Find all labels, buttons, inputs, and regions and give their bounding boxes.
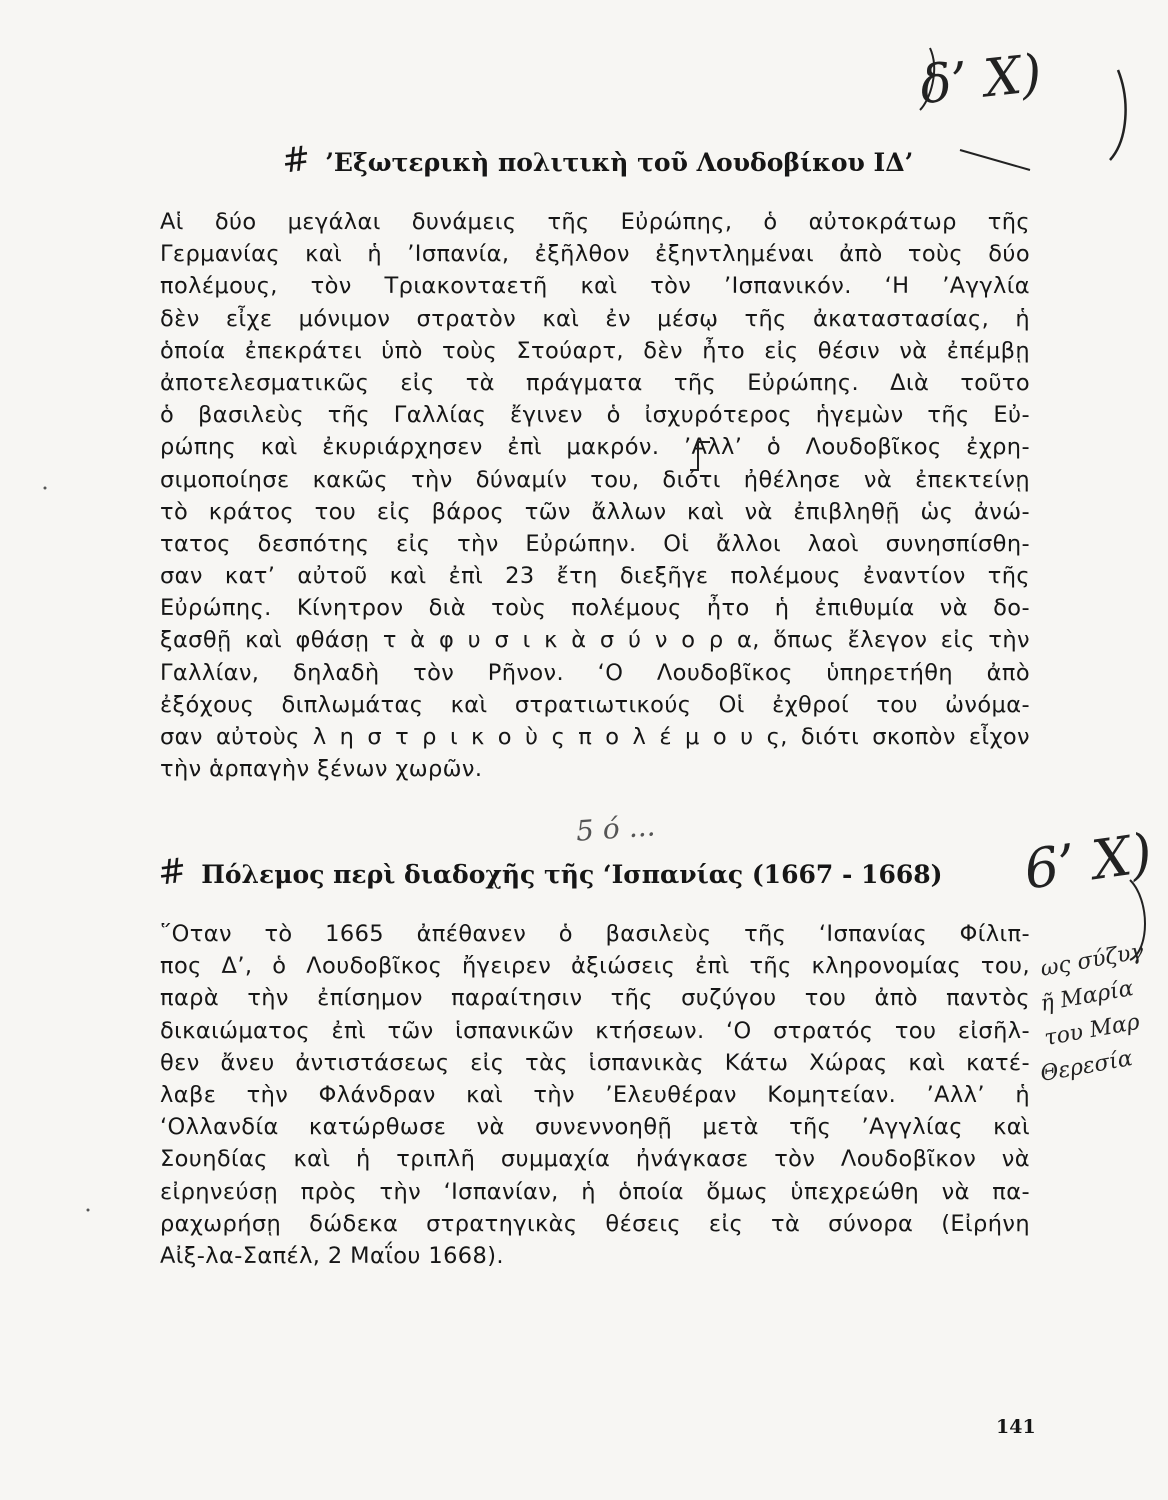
text-line: τὸ κράτος του εἰς βάρος τῶν ἄλλων καὶ νὰ ἐπιβληθῇ ὡς ἀνώ- (160, 498, 1030, 525)
text-line: Αἱ δύο μεγάλαι δυνάμεις τῆς Εὐρώπης, ὁ αὐτοκράτωρ τῆς (160, 209, 1030, 235)
text-line: ὁποία ἐπεκράτει ὑπὸ τοὺς Στούαρτ, δὲν ἦτο εἰς θέσιν νὰ ἐπέμβῃ (160, 337, 1030, 364)
speck (44, 487, 47, 490)
pen-stroke (960, 150, 1030, 170)
hash-mark: # (279, 138, 314, 182)
handwritten-note-line: του Μαρ (1042, 1009, 1142, 1052)
text-line: δὲν εἶχε μόνιμον στρατὸν καὶ ἐν μέσῳ τῆς ἀκαταστασίας, ἡ (160, 305, 1030, 332)
handwritten-note-line: Θερεσία (1038, 1046, 1135, 1087)
bracket-mark (690, 442, 698, 470)
pen-stroke (1110, 70, 1126, 160)
text-line: ρώπης καὶ ἐκυριάρχησεν ἐπὶ μακρόν. ’Αλλ’ ὁ Λουδοβῖκος ἐχρη- (160, 434, 1030, 461)
text-line: πολέμους, τὸν Τριακονταετῆ καὶ τὸν ’Ισπανικόν. ‘Η ’Αγγλία (160, 273, 1030, 300)
handwritten-note-mid: 5 ό ... (574, 809, 657, 848)
pen-stroke (920, 48, 934, 110)
text-line: Γαλλίαν, δηλαδὴ τὸν Ρῆνον. ‘Ο Λουδοβῖκος ὑπηρετήθη ἀπὸ (160, 659, 1030, 686)
text-line: σαν κατ’ αὐτοῦ καὶ ἐπὶ 23 ἔτη διεξῆγε πολέμους ἐναντίον τῆς (160, 563, 1030, 590)
text-line: τατος δεσπότης εἰς τὴν Εὐρώπην. Οἱ ἄλλοι λαοὶ συνησπίσθη- (160, 530, 1030, 557)
text-line: ὁ βασιλεὺς τῆς Γαλλίας ἔγινεν ὁ ἰσχυρότερος ἡγεμὼν τῆς Εὐ- (160, 402, 1030, 429)
handwritten-note-line: ως σύζυγ (1038, 939, 1146, 982)
hash-mark: # (155, 850, 190, 894)
text-line: Γερμανίας καὶ ἡ ’Ισπανία, ἐξῆλθον ἐξηντλημέναι ἀπὸ τοὺς δύο (160, 241, 1030, 268)
text-line: ξασθῇ καὶ φθάσῃ τ ὰ φ υ σ ι κ ὰ σ ύ ν ο ρ α, ὅπως ἔλεγον εἰς τὴν (160, 627, 1030, 654)
text-line: τὴν ἁρπαγὴν ξένων χωρῶν. (160, 756, 483, 783)
heading-text: Πόλεμος περὶ διαδοχῆς τῆς ‘Ισπανίας (1667 - 1668) (201, 860, 943, 889)
speck (87, 1209, 90, 1212)
text-line: ἐξόχους διπλωμάτας καὶ στρατιωτικούς Οἱ ἐχθροί του ὠνόμα- (160, 691, 1030, 718)
handwritten-note-right: 6’ Χ) (1020, 821, 1156, 902)
text-line: δικαιώματος ἐπὶ τῶν ἱσπανικῶν κτήσεων. ‘Ο στρατός του εἰσῆλ- (160, 1017, 1030, 1044)
text-line: ‘Ολλανδία κατώρθωσε νὰ συνεννοηθῇ μετὰ τῆς ’Αγγλίας καὶ (160, 1114, 1030, 1141)
text-line: ῞Οταν τὸ 1665 ἀπέθανεν ὁ βασιλεὺς τῆς ‘Ισπανίας Φίλιπ- (160, 921, 1030, 947)
heading-text: ’Εξωτερικὴ πολιτικὴ τοῦ Λουδοβίκου ΙΔ’ (325, 148, 914, 177)
text-line: εἰρηνεύσῃ πρὸς τὴν ‘Ισπανίαν, ἡ ὁποία ὅμως ὑπεχρεώθη νὰ πα- (160, 1178, 1030, 1205)
handwritten-note-line: ῆ Μαρία (1038, 976, 1136, 1017)
text-line: Εὐρώπης. Κίνητρον διὰ τοὺς πολέμους ἦτο ἡ ἐπιθυμία νὰ δο- (160, 595, 1030, 622)
text-line: Σουηδίας καὶ ἡ τριπλῆ συμμαχία ἠνάγκασε τὸν Λουδοβῖκον νὰ (160, 1146, 1030, 1173)
pen-stroke (1130, 880, 1145, 960)
text-line: παρὰ τὴν ἐπίσημον παραίτησιν τῆς συζύγου του ἀπὸ παντὸς (160, 985, 1030, 1012)
page-number: 141 (996, 1416, 1036, 1438)
text-line: ραχωρήσῃ δώδεκα στρατηγικὰς θέσεις εἰς τὰ σύνορα (Εἰρήνη (160, 1210, 1030, 1237)
text-line: ἀποτελεσματικῶς εἰς τὰ πράγματα τῆς Εὐρώπης. Διὰ τοῦτο (160, 369, 1030, 396)
text-line: σιμοποίησε κακῶς τὴν δύναμίν του, διότι ἠθέλησε νὰ ἐπεκτείνῃ (160, 466, 1030, 493)
text-line: θεν ἄνευ ἀντιστάσεως εἰς τὰς ἱσπανικὰς Κάτω Χώρας καὶ κατέ- (160, 1049, 1030, 1076)
text-line: πος Δ’, ὁ Λουδοβῖκος ἤγειρεν ἀξιώσεις ἐπὶ τῆς κληρονομίας του, (160, 953, 1030, 980)
text-line: λαβε τὴν Φλάνδραν καὶ τὴν ’Ελευθέραν Κομητείαν. ’Αλλ’ ἡ (160, 1081, 1030, 1108)
text-line: Αἰξ-λα-Σαπέλ, 2 Μαΐου 1668). (160, 1242, 504, 1269)
text-line: σαν αὐτοὺς λ η σ τ ρ ι κ ο ὺ ς π ο λ έ μ ο υ ς, διότι σκοπὸν εἶχον (160, 724, 1030, 750)
handwritten-note-top: δ’ Χ) (917, 43, 1045, 117)
